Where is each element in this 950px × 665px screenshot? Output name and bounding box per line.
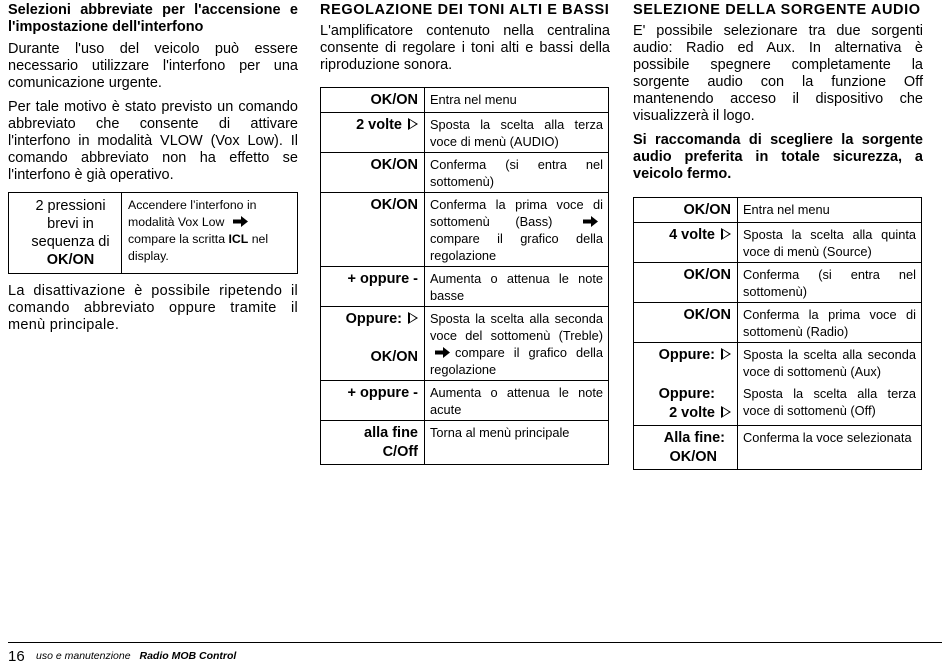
table-row: [634, 343, 922, 383]
arrow-right-icon: [583, 216, 598, 227]
footer-section: uso e manutenzione: [36, 650, 131, 662]
section-title-intercom: Selezioni abbreviate per l'accensione e l'impostazione dell'interfono: [8, 2, 298, 35]
shortcut-key-button: OK/ON: [46, 252, 95, 268]
column-tone-control: [320, 2, 610, 465]
step-description: Conferma (si entra nel sottomenù): [425, 153, 609, 193]
step-key: [634, 426, 738, 470]
step-description: [425, 193, 609, 267]
step-description: Aumenta o attenua le note acute: [425, 381, 609, 421]
page-footer: [8, 642, 942, 665]
step-description: Entra nel menu: [430, 92, 517, 107]
paragraph-urgent-use: Durante l'uso del veicolo può essere necessario utilizzare l'interfono per una comunicazione urgente.: [8, 41, 298, 91]
step-key-text: alla fine: [364, 425, 418, 441]
source-steps-table: [633, 197, 922, 470]
step-key: OK/ON: [321, 88, 425, 113]
triangle-right-icon: [408, 118, 418, 130]
arrow-right-icon: [233, 216, 248, 227]
step-key-text-2: OK/ON: [669, 449, 717, 465]
footer-product: Radio MOB Control: [139, 650, 237, 662]
step-description: Conferma la prima voce di sottomenù (Radio): [738, 303, 922, 343]
triangle-right-icon: [408, 312, 418, 324]
step-key: OK/ON: [321, 193, 425, 267]
step-description: Entra nel menu: [743, 202, 830, 217]
step-key: OK/ON: [634, 198, 738, 223]
step-key-text: 2 volte: [356, 117, 402, 133]
shortcut-key: [9, 193, 122, 274]
paragraph-sources: E' possibile selezionare tra due sorgenti audio: Radio ed Aux. In alternativa è possibile spegnere completamente la sorgente audio con la funzione Off mantenendo acceso il dispositivo che visualizzerà il logo.: [633, 23, 923, 124]
table-row: [634, 303, 922, 343]
shortcut-description: [122, 193, 298, 274]
step-key-text: Oppure:: [345, 311, 402, 327]
column-source-selection: [633, 2, 923, 470]
step-description: Sposta la scelta alla quinta voce di menù (Source): [738, 223, 922, 263]
step-desc-pre: Conferma la prima voce di sottomenù (Bass): [430, 197, 603, 229]
step-desc-post: compare il grafico della regolazione: [430, 231, 603, 263]
step-key-text-2: 2 volte: [669, 405, 715, 421]
paragraph-deactivation: La disattivazione è possibile ripetendo il comando abbreviato oppure tramite il menù principale.: [8, 283, 298, 333]
shortcut-desc-icl: ICL: [228, 232, 249, 246]
page-number: 16: [8, 648, 25, 665]
step-description: Aumenta o attenua le note basse: [425, 267, 609, 307]
arrow-right-icon: [435, 347, 450, 358]
table-row: [321, 381, 609, 421]
step-key-text-2: OK/ON: [370, 349, 418, 365]
step-key: OK/ON: [321, 153, 425, 193]
triangle-right-icon: [721, 406, 731, 418]
shortcut-box: [8, 192, 298, 274]
step-description: [425, 307, 609, 381]
step-key: + oppure -: [321, 267, 425, 307]
section-title-source: SELEZIONE DELLA SORGENTE AUDIO: [633, 2, 921, 18]
paragraph-safety: Si raccomanda di scegliere la sorgente audio preferita in totale sicurezza, a veicolo fermo.: [633, 132, 923, 182]
triangle-right-icon: [721, 348, 731, 360]
step-key: [321, 421, 425, 465]
step-key: OK/ON: [634, 263, 738, 303]
table-row: [634, 263, 922, 303]
table-row: [321, 193, 609, 267]
table-row: [321, 421, 609, 465]
table-row: [321, 153, 609, 193]
paragraph-amplifier: L'amplificatore contenuto nella centralina consente di regolare i toni alti e bassi della riproduzione sonora.: [320, 23, 610, 73]
table-row: [321, 267, 609, 307]
column-intercom-shortcut: [8, 2, 298, 341]
table-row: [321, 88, 609, 113]
paragraph-shortcut: Per tale motivo è stato previsto un comando abbreviato che consente di attivare l'interfono in modalità VLOW (Vox Low). Il comando abbreviato non ha effetto se l'interfono è già operativo.: [8, 99, 298, 183]
shortcut-desc-mid: compare la scritta: [128, 232, 226, 246]
tone-steps-table: [320, 87, 609, 465]
step-description: Conferma la voce selezionata: [738, 426, 922, 470]
table-row: [634, 426, 922, 470]
triangle-right-icon: [721, 228, 731, 240]
step-key: [321, 113, 425, 153]
step-description: Sposta la scelta alla terza voce di sottomenù (Off): [743, 386, 916, 418]
shortcut-desc-post: nel display.: [128, 232, 269, 263]
footer-text: [36, 650, 236, 662]
step-key-text: Oppure:: [658, 386, 715, 402]
step-key: OK/ON: [634, 303, 738, 343]
step-key-text: Alla fine:: [663, 430, 725, 446]
step-key: [634, 382, 738, 426]
table-row: [634, 198, 922, 223]
shortcut-key-text: 2 pressioni brevi in sequenza di: [31, 198, 110, 250]
step-key-text: Oppure:: [658, 347, 715, 363]
step-key-text: 4 volte: [669, 227, 715, 243]
step-description: Conferma (si entra nel sottomenù): [738, 263, 922, 303]
step-key: [634, 343, 738, 383]
table-row: [634, 223, 922, 263]
step-description: Torna al menù principale: [425, 421, 609, 465]
step-description: Sposta la scelta alla terza voce di menù (AUDIO): [425, 113, 609, 153]
table-row: [321, 113, 609, 153]
shortcut-desc-pre: Accendere l’interfono in modalità Vox Low: [128, 198, 257, 229]
step-description: Sposta la scelta alla seconda voce di sottomenù (Aux): [738, 343, 922, 383]
step-key: [634, 223, 738, 263]
step-key-text-2: C/Off: [382, 444, 418, 460]
step-key: + oppure -: [321, 381, 425, 421]
step-key: [321, 307, 425, 381]
table-row: [634, 382, 922, 426]
table-row: [321, 307, 609, 381]
step-desc-pre: Sposta la scelta alla seconda voce del sottomenù (Treble): [430, 311, 603, 343]
step-desc-post: compare il grafico della regolazione: [430, 345, 603, 377]
section-title-tones: REGOLAZIONE DEI TONI ALTI E BASSI: [320, 2, 610, 18]
